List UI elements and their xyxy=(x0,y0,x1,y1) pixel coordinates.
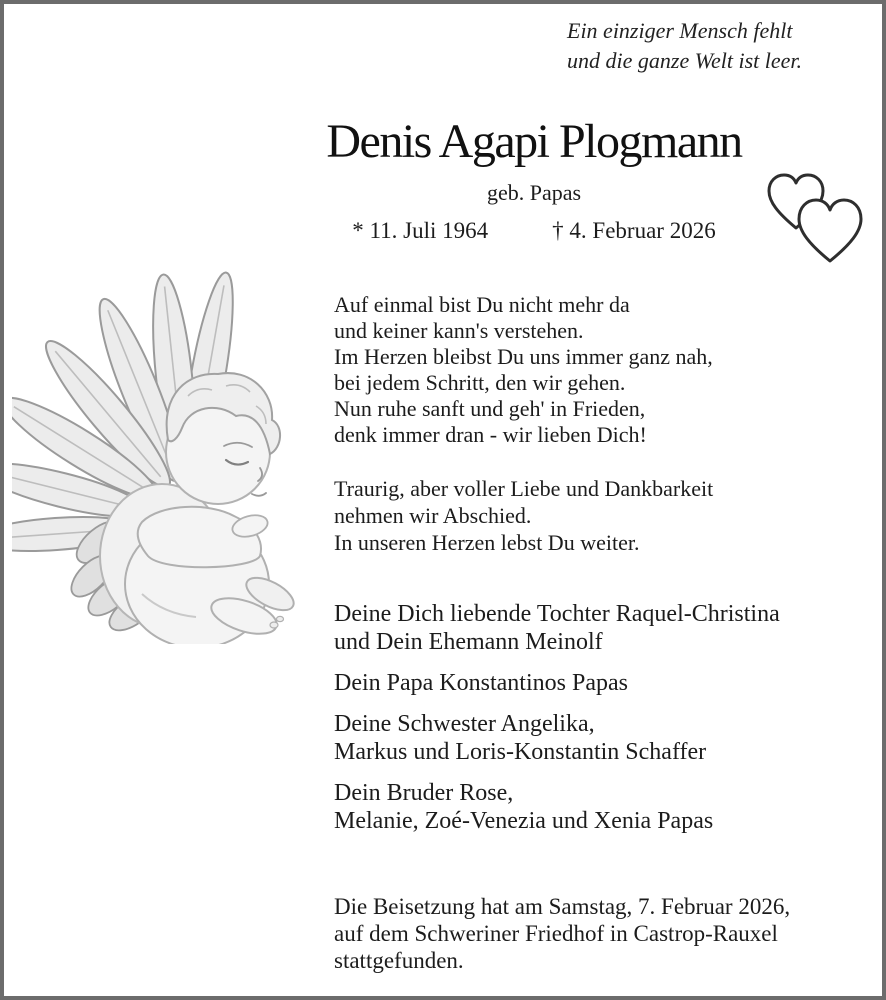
mourner-line: Dein Bruder Rose, xyxy=(334,780,514,806)
poem-line: bei jedem Schritt, den wir gehen. xyxy=(334,370,626,395)
farewell-line: Traurig, aber voller Liebe und Dankbarkeit xyxy=(334,476,714,501)
funeral-notice xyxy=(334,893,886,974)
maiden-name: geb. Papas xyxy=(486,180,582,205)
birth-date: * 11. Juli 1964 xyxy=(352,218,489,243)
farewell-line: In unseren Herzen lebst Du weiter. xyxy=(334,530,640,555)
poem-line: denk immer dran - wir lieben Dich! xyxy=(334,422,647,447)
mourner-entry xyxy=(334,710,886,766)
deceased-name: Denis Agapi Plogmann xyxy=(326,115,742,168)
farewell-text xyxy=(334,475,886,556)
mourner-line: Markus und Loris-Konstantin Schaffer xyxy=(334,739,707,765)
mourner-line: Melanie, Zoé-Venezia und Xenia Papas xyxy=(334,808,714,834)
mourner-line: Deine Schwester Angelika, xyxy=(334,711,595,737)
poem-line: Nun ruhe sanft und geh' in Frieden, xyxy=(334,396,646,421)
farewell-line: nehmen wir Abschied. xyxy=(334,503,532,528)
sleeping-angel-figurine xyxy=(12,264,308,644)
funeral-line: auf dem Schweriner Friedhof in Castrop-Rauxel xyxy=(334,921,778,946)
memorial-poem xyxy=(334,292,886,448)
deceased-header xyxy=(234,116,834,244)
two-hearts-icon xyxy=(752,164,876,264)
poem-line: Auf einmal bist Du nicht mehr da xyxy=(334,292,630,317)
mourner-entry xyxy=(334,669,886,697)
mourner-entry xyxy=(334,600,886,656)
poem-line: und keiner kann's verstehen. xyxy=(334,318,584,343)
death-date: † 4. Februar 2026 xyxy=(552,218,716,243)
mourner-entry xyxy=(334,779,886,835)
mourner-line: Dein Papa Konstantinos Papas xyxy=(334,670,628,696)
mourner-line: und Dein Ehemann Meinolf xyxy=(334,629,603,655)
memorial-quote xyxy=(567,16,802,76)
life-dates xyxy=(234,218,834,244)
quote-line: Ein einziger Mensch fehlt xyxy=(567,18,793,43)
mourners-list xyxy=(334,600,886,848)
funeral-line: Die Beisetzung hat am Samstag, 7. Februar 2026, xyxy=(334,894,791,919)
funeral-line: stattgefunden. xyxy=(334,948,464,973)
poem-line: Im Herzen bleibst Du uns immer ganz nah, xyxy=(334,344,713,369)
quote-line: und die ganze Welt ist leer. xyxy=(567,48,803,73)
mourner-line: Deine Dich liebende Tochter Raquel-Christina xyxy=(334,601,780,627)
